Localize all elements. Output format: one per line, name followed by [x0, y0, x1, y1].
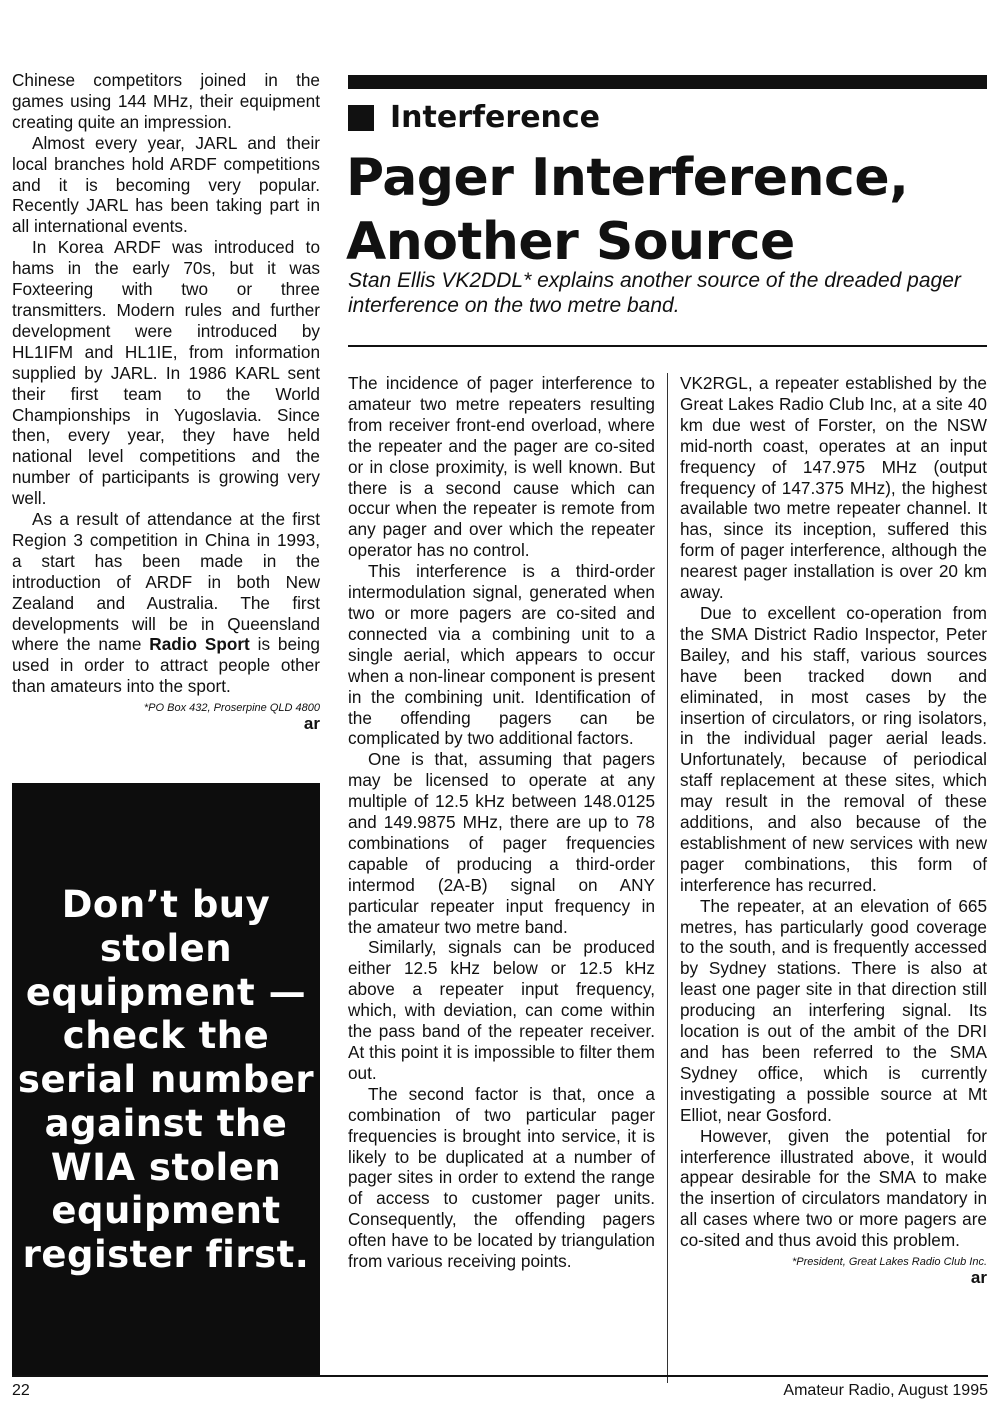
- left-paragraph: [12, 509, 320, 697]
- article-paragraph: This interference is a third-order intermodulation signal, generated when two or more pagers are co-sited and connected via a combining unit to a single aerial, which appears to occur when a non-linear component is present in the combining unit. Identification of the offending pagers can be complicated by two additional factors.: [348, 561, 655, 749]
- article-paragraph: Due to excellent co-operation from the SMA District Radio Inspector, Peter Bailey, and his staff, various sources have been tracked down and eliminated, in most cases by the insertion of circulators, or ring isolators, in the individual pager aerial leads. Unfortunately, because of periodical staff replacement at these sites, which may result in the removal of these additions, and also because of the establishment of new services with new pager combinations, this form of interference has recurred.: [680, 602, 987, 895]
- headline-line-2: Another Source: [346, 212, 795, 272]
- article-paragraph: The incidence of pager interference to amateur two metre repeaters resulting from receiver front-end overload, where the repeater and the pager are co-sited or in close proximity, is well known. But there is a second cause which can occur when the repeater is remote from any pager and over which the repeater operator has no control.: [348, 373, 655, 561]
- article-paragraph: VK2RGL, a repeater established by the Great Lakes Radio Club Inc, at a site 40 km due west of Forster, on the NSW mid-north coast, operates at an input frequency of 147.975 MHz (output frequency of 147.375 MHz), the highest available two metre repeater channel. It has, since its inception, suffered this form of pager interference, although the nearest pager installation is over 20 km away.: [680, 373, 987, 603]
- footer-rule: [12, 1375, 988, 1377]
- publication-info: Amateur Radio, August 1995: [783, 1382, 988, 1399]
- advert-text: Don’t buy stolen equipment — check the serial number against the WIA stolen equipment register first.: [17, 883, 315, 1276]
- article-paragraph: Similarly, signals can be produced either 12.5 kHz below or 12.5 kHz above a repeater input frequency, which, with deviation, can come within the pass band of the repeater receiver. At this point it is impossible to filter them out.: [348, 937, 655, 1083]
- article-paragraph: The repeater, at an elevation of 665 metres, has particularly good coverage to the south, and is frequently accessed by Sydney stations. There is also at least one pager site in that direction still producing an interfering signal. Its location is out of the ambit of the DRI and has been referred to the SMA Sydney office, which is currently investigating a possible source at Mt Elliot, near Gosford.: [680, 895, 987, 1125]
- left-paragraph: Chinese competitors joined in the games using 144 MHz, their equipment creating quite an impression.: [12, 70, 320, 132]
- left-paragraph: In Korea ARDF was introduced to hams in the early 70s, but it was Foxteering with two or three transmitters. Modern rules and further development were introduced by HL1IFM and HL1IE, from information supplied by JARL. In 1986 KARL sent their first team to the World Championships in Yugoslavia. Since then, every year, they have held national level competitions and the number of participants is growing very well.: [12, 237, 320, 509]
- paragraph-text: is being used in order to attract people other than amateurs into the sport.: [12, 634, 320, 697]
- author-footnote: *President, Great Lakes Radio Club Inc.: [791, 1256, 987, 1269]
- article-paragraph: One is that, assuming that pagers may be licensed to operate at any multiple of 12.5 kHz between 148.0125 and 149.9875 MHz, there are up to 78 combinations of pager frequencies capable of producing a third-order intermod (2A-B) signal on ANY particular repeater input frequency in the amateur two metre band.: [348, 749, 655, 937]
- article-paragraph: The second factor is that, once a combination of two particular pager frequencies is brought into service, it is likely to be duplicated at a number of pager sites in order to extend the range of access to customer pager units. Consequently, the offending pagers often have to be located by triangulation from various receiving points.: [348, 1083, 655, 1272]
- standfirst-rule: [348, 345, 987, 347]
- section-name: Interference: [390, 100, 601, 135]
- end-mark: ar: [970, 1268, 987, 1288]
- left-paragraph: Almost every year, JARL and their local branches hold ARDF competitions and it is becoming very popular. Recently JARL has been taking part in all international events.: [12, 132, 320, 237]
- radio-sport-term: Radio Sport: [149, 634, 250, 655]
- section-square-icon: [348, 105, 374, 131]
- header-rule: [348, 75, 987, 89]
- stolen-equipment-advert: [12, 783, 320, 1377]
- article-paragraph: However, given the potential for interference illustrated above, it would appear desirable for the SMA to make the insertion of circulators mandatory in all cases where two or more pagers are co-sited and thus avoid this problem.: [680, 1125, 987, 1251]
- paragraph-text: As a result of attendance at the first Region 3 competition in China in 1993, a start has been made in the introduction of ARDF in both New Zealand and Australia. The first developments will be in Queensland where the name: [12, 509, 320, 655]
- author-footnote: *PO Box 432, Proserpine QLD 4800: [143, 702, 320, 715]
- headline-line-1: Pager Interference,: [346, 148, 909, 208]
- article-headline: [346, 146, 996, 274]
- article-column-1: [348, 373, 655, 1272]
- section-label: [348, 98, 600, 138]
- column-divider: [667, 373, 668, 1383]
- article-column-2: [680, 373, 987, 1287]
- article-standfirst: Stan Ellis VK2DDL* explains another source of the dreaded pager interference on the two metre band.: [348, 269, 961, 317]
- end-mark: ar: [303, 714, 320, 734]
- page-number: 22: [12, 1382, 30, 1399]
- left-column: [12, 70, 320, 733]
